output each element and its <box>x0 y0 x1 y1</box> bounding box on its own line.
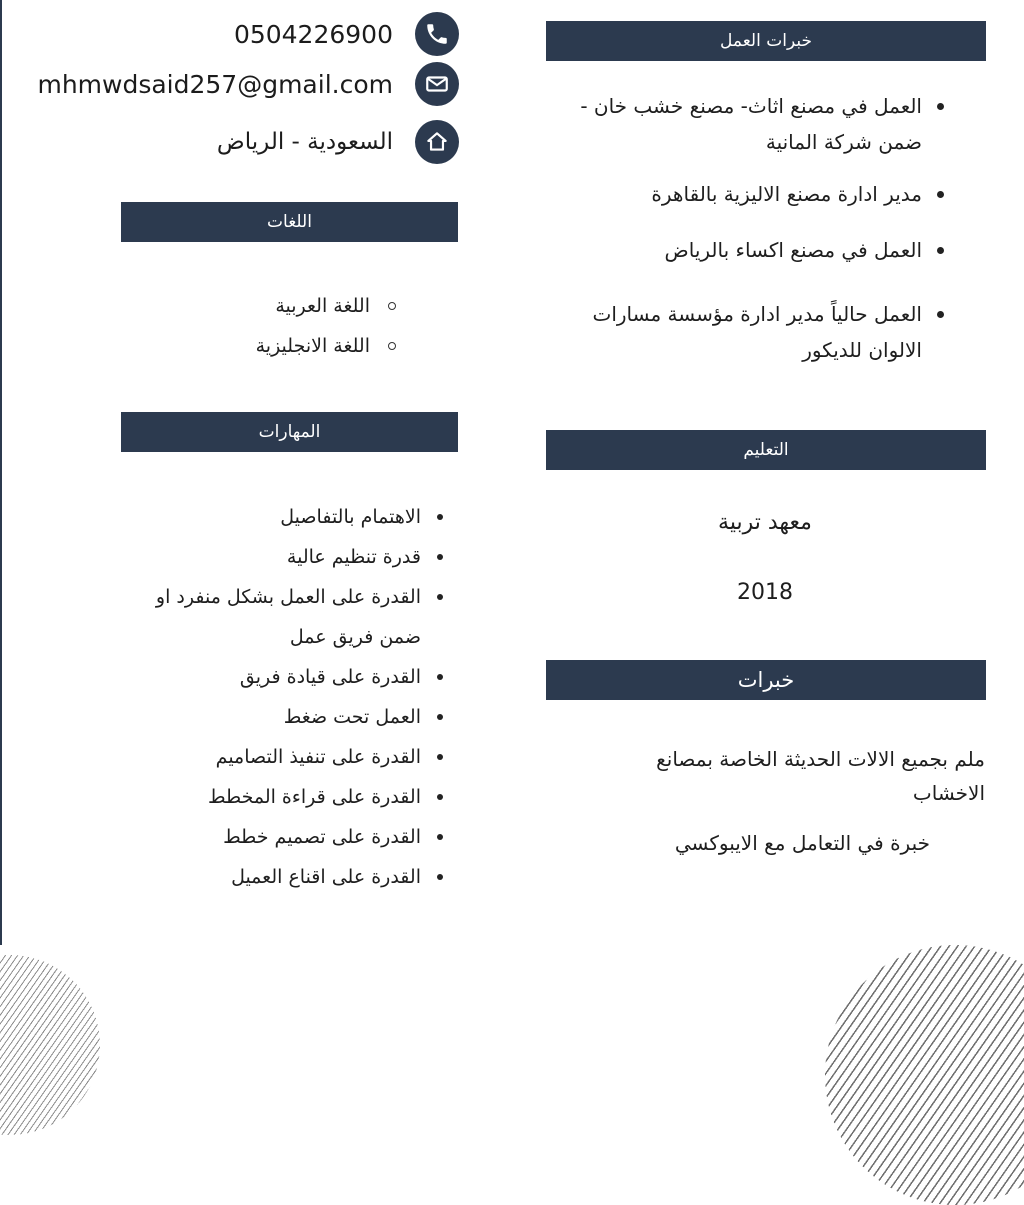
email-address[interactable]: mhmwdsaid257@gmail.com <box>37 69 393 99</box>
work-item: العمل في مصنع اكساء بالرياض <box>545 232 950 268</box>
work-item: العمل حالياً مدير ادارة مؤسسة مسارات الالوان للديكور <box>545 296 950 368</box>
phone-number[interactable]: 0504226900 <box>233 19 393 49</box>
home-icon <box>415 120 459 164</box>
contact-email-row <box>37 62 459 106</box>
work-item: مدير ادارة مصنع الاليزية بالقاهرة <box>545 176 950 212</box>
skill-item: القدرة على قراءة المخطط <box>115 777 445 817</box>
skill-item: القدرة على اقناع العميل <box>115 857 445 897</box>
skill-item: العمل تحت ضغط <box>115 697 445 737</box>
work-experience-header: خبرات العمل <box>546 21 986 61</box>
skills-header: المهارات <box>121 412 458 452</box>
contact-phone-row <box>234 12 459 56</box>
skill-item: القدرة على العمل بشكل منفرد او ضمن فريق عمل <box>115 577 445 657</box>
skill-item: القدرة على تنفيذ التصاميم <box>115 737 445 777</box>
work-item: العمل في مصنع اثاث- مصنع خشب خان - ضمن شركة المانية <box>545 88 950 160</box>
languages-header: اللغات <box>121 202 458 242</box>
languages-list <box>220 286 400 366</box>
skill-item: القدرة على تصميم خطط <box>115 817 445 857</box>
education-year: 2018 <box>737 580 793 605</box>
education-header: التعليم <box>546 430 986 470</box>
phone-icon <box>415 12 459 56</box>
envelope-icon <box>415 62 459 106</box>
experience-item: ملم بجميع الالات الحديثة الخاصة بمصانع الاخشاب <box>656 747 985 805</box>
language-item: اللغة الانجليزية <box>220 326 400 366</box>
contact-location-row <box>217 120 459 164</box>
decorative-hatch-circle-left <box>0 955 100 1135</box>
skills-list <box>115 497 445 897</box>
skill-item: قدرة تنظيم عالية <box>115 537 445 577</box>
page-left-border <box>0 0 2 945</box>
experience-item: خبرة في التعامل مع الايبوكسي <box>674 831 930 855</box>
skill-item: الاهتمام بالتفاصيل <box>115 497 445 537</box>
location-text: السعودية - الرياض <box>216 129 393 155</box>
skill-item: القدرة على قيادة فريق <box>115 657 445 697</box>
education-institute: معهد تربية <box>718 510 812 535</box>
language-item: اللغة العربية <box>220 286 400 326</box>
work-experience-list <box>545 88 950 368</box>
skills-experience-header: خبرات <box>546 660 986 700</box>
decorative-hatch-circle-right <box>825 945 1024 1205</box>
